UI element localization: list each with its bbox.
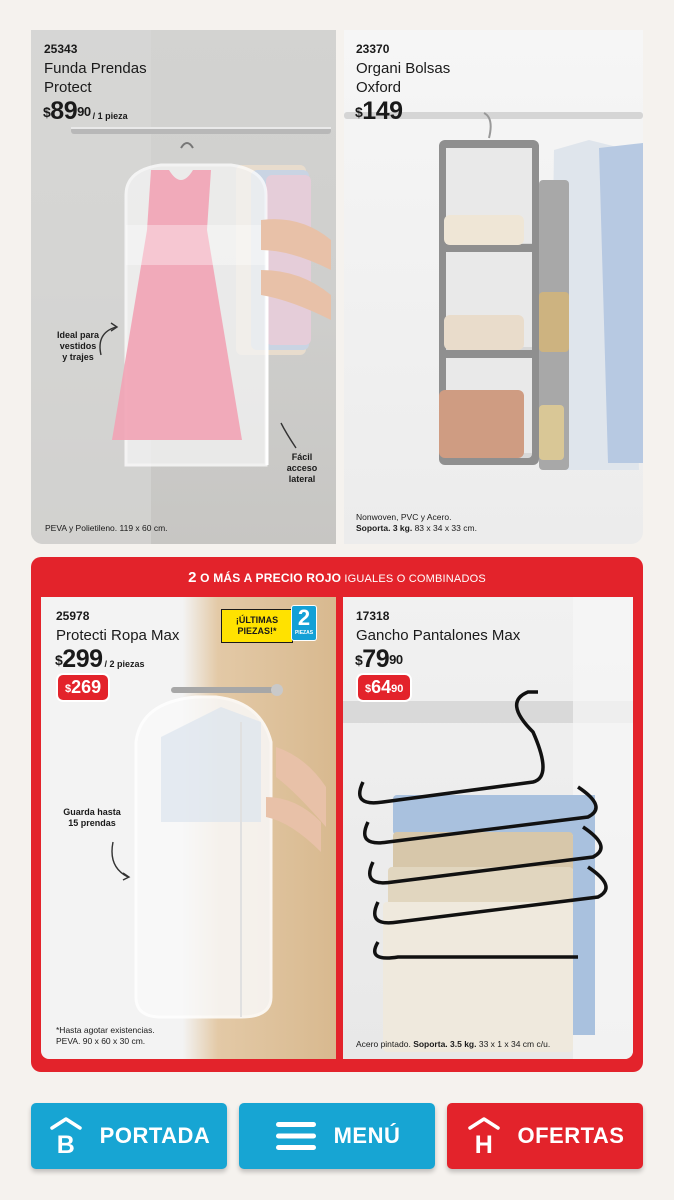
product-name-line2: Oxford [356, 79, 402, 96]
product-spec: PEVA y Polietileno. 119 x 60 cm. [45, 523, 168, 533]
product-spec: Acero pintado. Soporta. 3.5 kg. 33 x 1 x 34 cm c/u. [356, 1039, 551, 1049]
product-name: Gancho Pantalones Max [356, 627, 521, 644]
product-price: $299 / 2 piezas [55, 645, 145, 673]
last-pieces-badge: ¡ÚLTIMAS PIEZAS!* [221, 609, 293, 643]
ofertas-label: OFERTAS [517, 1123, 625, 1148]
red-price-badge: $269 [58, 675, 108, 700]
red-price-badge: $^{\$}64^{90}$ [358, 675, 410, 700]
brand-h-icon [466, 1116, 502, 1156]
product-sku: 25343 [44, 42, 78, 56]
product-price: $149 [355, 97, 403, 125]
product-spec: Nonwoven, PVC y Acero. Soporta. 3 kg. 83 x 34 x 33 cm. [356, 512, 477, 533]
product-name-line1: Organi Bolsas [356, 60, 451, 77]
brand-b-icon [48, 1116, 84, 1156]
promo-section [31, 557, 643, 1072]
menu-button[interactable] [239, 1103, 435, 1169]
product-name: Protecti Ropa Max [56, 627, 180, 644]
product-spec: *Hasta agotar existencias. PEVA. 90 x 60 x 30 cm. [56, 1025, 155, 1046]
svg-text:B: B [56, 1131, 75, 1156]
product-price: $^{\$}89^{90} / 1$ pieza [43, 97, 128, 125]
feature-note-capacity: Guarda hasta 15 prendas [63, 807, 121, 828]
feature-note-dresses: Ideal para vestidos y trajes [56, 330, 100, 362]
product-card-gancho-pantalones[interactable] [343, 597, 633, 1059]
product-sku: 23370 [356, 42, 390, 56]
product-name-line2: Protect [44, 79, 92, 96]
promo-header: 2 O MÁS A PRECIO ROJO IGUALES O COMBINADOS [188, 569, 486, 586]
portada-button[interactable] [31, 1103, 227, 1169]
product-sku: 17318 [356, 609, 390, 623]
hamburger-icon [274, 1119, 318, 1153]
svg-text:H: H [474, 1131, 493, 1156]
product-card-organi-bolsas[interactable] [344, 30, 643, 544]
product-sku: 25978 [56, 609, 90, 623]
feature-note-side-access: Fácil acceso lateral [286, 452, 318, 484]
product-name-line1: Funda Prendas [44, 60, 147, 77]
product-card-protecti-ropa-max[interactable] [41, 597, 336, 1059]
product-card-funda-prendas[interactable] [31, 30, 336, 544]
menu-label: MENÚ [333, 1123, 401, 1148]
product-price: $^{\$}79^{90}$ [355, 645, 403, 673]
pieces-count-badge: 2 PIEZAS [291, 605, 317, 641]
ofertas-button[interactable] [447, 1103, 643, 1169]
portada-label: PORTADA [99, 1123, 211, 1148]
